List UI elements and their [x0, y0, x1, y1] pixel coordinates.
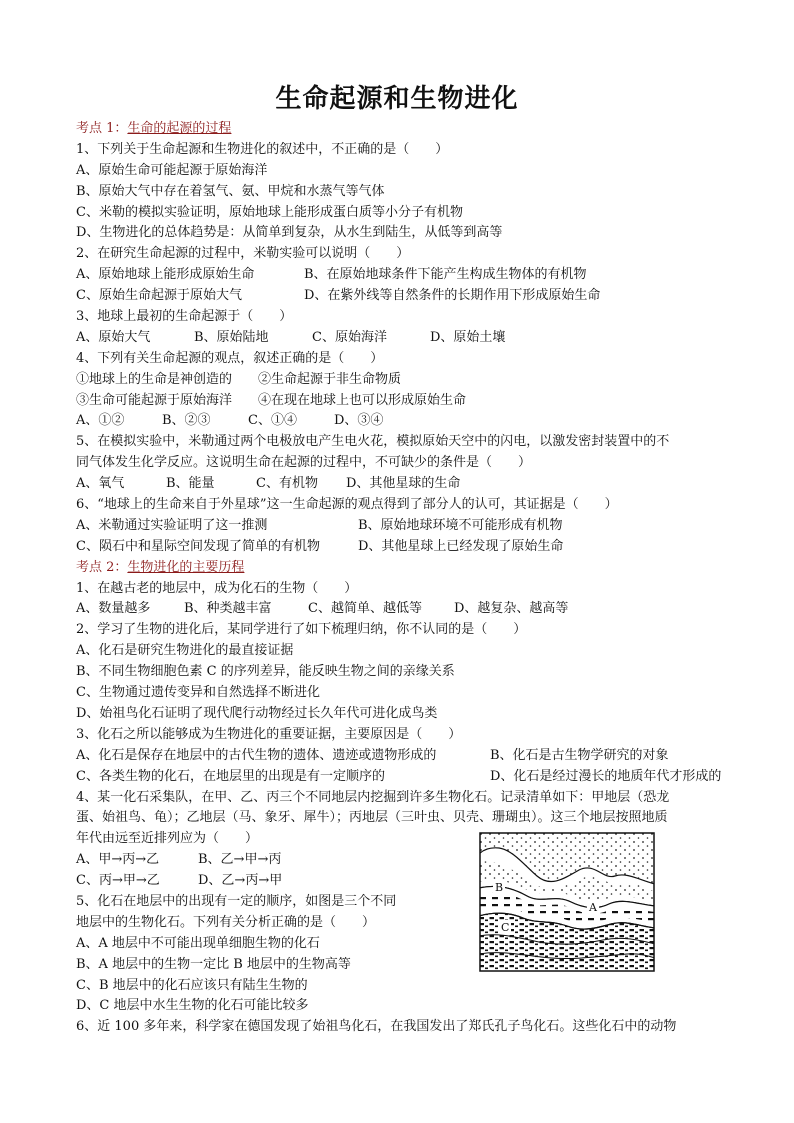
- option-a: A、①②: [76, 413, 125, 429]
- option-c: C、陨石中和星际空间发现了简单的有机物: [76, 538, 320, 554]
- layer-label-c: C: [501, 921, 510, 934]
- option-row: [76, 328, 726, 349]
- option-d: D、越复杂、越高等: [454, 601, 569, 617]
- question-stem: 3、化石之所以能够成为生物进化的重要证据，主要原因是（ ）: [76, 726, 462, 742]
- option-a: A、化石是研究生物进化的最直接证据: [76, 643, 294, 659]
- section-title: 生命的起源的过程: [127, 121, 232, 136]
- option-b: B、原始陆地: [194, 329, 269, 345]
- option-d: D、其他星球的生命: [346, 476, 461, 492]
- option-d: D、C 地层中水生生物的化石可能比较多: [76, 998, 309, 1014]
- option-row: [76, 286, 726, 307]
- question-stem: 1、在越古老的地层中，成为化石的生物（ ）: [76, 580, 358, 596]
- section-heading-2: [76, 558, 726, 579]
- option-b: B、能量: [166, 476, 215, 492]
- option-c: C、越简单、越低等: [308, 601, 422, 617]
- option-b: B、原始大气中存在着氢气、氨、甲烷和水蒸气等气体: [76, 183, 385, 199]
- option-d: D、生物进化的总体趋势是：从简单到复杂，从水生到陆生，从低等到高等: [76, 225, 503, 241]
- option-d: D、③④: [334, 413, 384, 429]
- option-b: B、化石是古生物学研究的对象: [490, 747, 669, 763]
- option-row: [76, 516, 726, 537]
- question-stem: 5、在模拟实验中，米勒通过两个电极放电产生电火花，模拟原始天空中的闪电，以激发密封装置中的不: [76, 434, 670, 450]
- question-stem-cont: 地层中的生物化石。下列有关分析正确的是（ ）: [76, 914, 376, 930]
- statement-3: ③生命可能起源于原始海洋: [76, 392, 233, 408]
- option-b: B、A 地层中的生物一定比 B 地层中的生物高等: [76, 956, 351, 972]
- section-label: 考点 2：: [76, 559, 128, 575]
- question-stem-cont: 同气体发生化学反应。这说明生命在起源的过程中，不可缺少的条件是（ ）: [76, 455, 532, 471]
- option-d: D、在紫外线等自然条件的长期作用下形成原始生命: [304, 288, 601, 304]
- option-d: D、始祖鸟化石证明了现代爬行动物经过长久年代可进化成鸟类: [76, 705, 438, 721]
- option-b: B、种类越丰富: [184, 601, 272, 617]
- question-stem: 2、学习了生物的进化后，某同学进行了如下梳理归纳，你不认同的是（ ）: [76, 622, 527, 638]
- option-a: A、数量越多: [76, 601, 151, 617]
- question-stem: 1、下列关于生命起源和生物进化的叙述中，不正确的是（ ）: [76, 141, 449, 157]
- statement-1: ①地球上的生命是神创造的: [76, 371, 233, 387]
- option-c: C、生物通过遗传变异和自然选择不断进化: [76, 685, 320, 701]
- option-a: A、原始大气: [76, 329, 151, 345]
- option-c: C、米勒的模拟实验证明，原始地球上能形成蛋白质等小分子有机物: [76, 204, 463, 220]
- option-b: B、乙→甲→丙: [198, 852, 282, 868]
- option-d: D、其他星球上已经发现了原始生命: [358, 538, 564, 554]
- option-row: [76, 265, 726, 286]
- option-d: D、乙→丙→甲: [198, 873, 283, 889]
- option-a: A、A 地层中不可能出现单细胞生物的化石: [76, 935, 320, 951]
- statement-2: ②生命起源于非生命物质: [258, 371, 402, 387]
- question-stem: 4、某一化石采集队，在甲、乙、丙三个不同地层内挖掘到许多生物化石。记录清单如下：甲地层（恐龙: [76, 789, 670, 805]
- question-stem: 6、“地球上的生命来自于外星球”这一生命起源的观点得到了部分人的认可，其证据是（ ）: [76, 497, 618, 513]
- option-c: C、有机物: [256, 476, 318, 492]
- option-c: C、原始生命起源于原始大气: [76, 288, 242, 304]
- option-a: A、原始地球上能形成原始生命: [76, 267, 255, 283]
- option-d: D、化石是经过漫长的地质年代才形成的: [490, 768, 722, 784]
- layer-label-a: A: [589, 901, 597, 914]
- question-stem: 6、近 100 多年来，科学家在德国发现了始祖鸟化石，在我国发出了郑氏孔子鸟化石。这些化石中的动物: [76, 1019, 677, 1035]
- question-stem-cont: 蛋、始祖鸟、龟）；乙地层（马、象牙、犀牛）；丙地层（三叶虫、贝壳、珊瑚虫）。这三个地层按照地质: [76, 810, 668, 826]
- option-row: [76, 746, 726, 767]
- question-stem: 3、地球上最初的生命起源于（ ）: [76, 309, 293, 325]
- statement-row: [76, 370, 726, 391]
- option-a: A、化石是保存在地层中的古代生物的遗体、遗迹或遗物形成的: [76, 747, 437, 763]
- question-stem-cont: 年代由远至近排列应为（ ）: [76, 831, 259, 847]
- option-b: B、在原始地球条件下能产生构成生物体的有机物: [304, 267, 587, 283]
- option-row: [76, 411, 726, 432]
- rock-strata-figure: [479, 832, 655, 972]
- page-title: 生命起源和生物进化: [275, 84, 519, 114]
- statement-4: ④在现在地球上也可以形成原始生命: [258, 392, 467, 408]
- option-row: [76, 474, 726, 495]
- option-d: D、原始土壤: [430, 329, 506, 345]
- option-a: A、甲→丙→乙: [76, 852, 160, 868]
- option-a: A、米勒通过实验证明了这一推测: [76, 517, 268, 533]
- option-row: [76, 599, 726, 620]
- option-c: C、B 地层中的化石应该只有陆生生物的: [76, 977, 308, 993]
- section-label: 考点 1：: [76, 121, 128, 136]
- option-row: [76, 767, 726, 788]
- option-c: C、各类生物的化石，在地层里的出现是有一定顺序的: [76, 768, 385, 784]
- option-c: C、①④: [248, 413, 297, 429]
- option-row: [76, 537, 726, 558]
- question-stem: 2、在研究生命起源的过程中，米勒实验可以说明（ ）: [76, 246, 410, 262]
- option-c: C、丙→甲→乙: [76, 873, 160, 889]
- option-c: C、原始海洋: [312, 329, 387, 345]
- question-stem: 5、化石在地层中的出现有一定的顺序，如图是三个不同: [76, 893, 397, 909]
- section-title: 生物进化的主要历程: [127, 559, 245, 575]
- question-stem: 4、下列有关生命起源的观点，叙述正确的是（ ）: [76, 350, 384, 366]
- layer-label-b: B: [495, 881, 504, 894]
- option-b: B、②③: [162, 413, 211, 429]
- statement-row: [76, 391, 726, 412]
- option-a: A、氧气: [76, 476, 125, 492]
- option-b: B、原始地球环境不可能形成有机物: [358, 517, 563, 533]
- section-heading-1: [76, 119, 726, 140]
- option-a: A、原始生命可能起源于原始海洋: [76, 162, 268, 178]
- option-b: B、不同生物细胞色素 C 的序列差异，能反映生物之间的亲缘关系: [76, 664, 455, 680]
